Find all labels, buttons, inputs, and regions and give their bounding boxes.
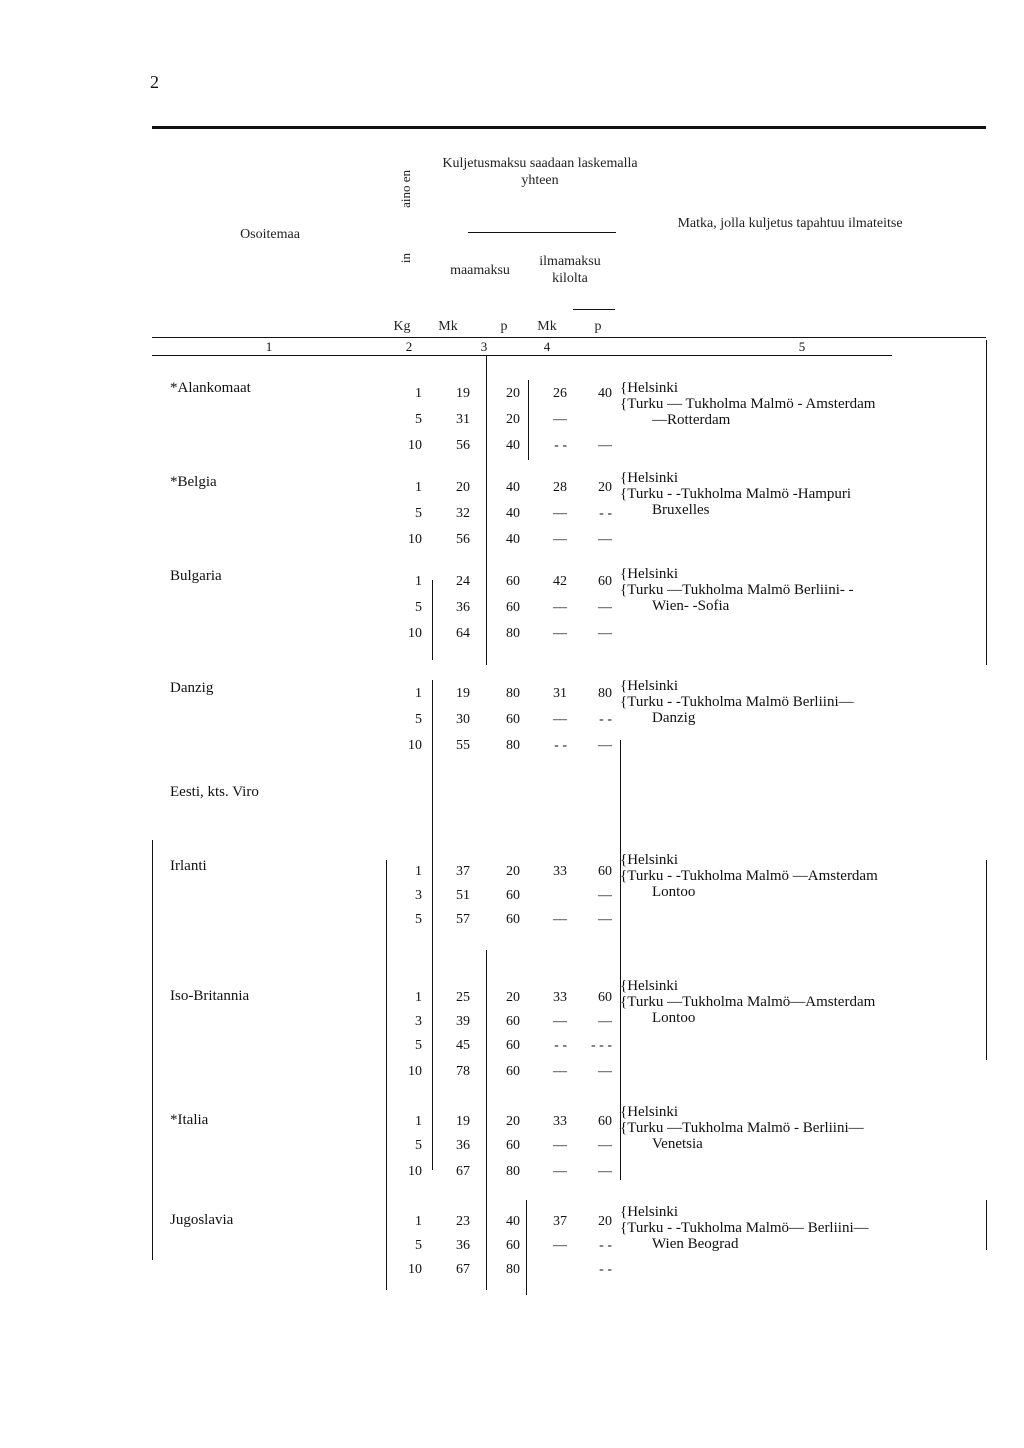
cell-air-p: —: [598, 600, 612, 615]
cell-air-mk: —: [553, 626, 567, 641]
rate-row: [0, 888, 620, 912]
cell-land-mk: 39: [456, 1014, 470, 1029]
cell-land-p: 80: [506, 738, 520, 753]
header-air-fee-label: ilmamaksu: [539, 254, 601, 269]
route-line: {Turku - -Tukholma Malmö -Hampuri: [620, 486, 852, 502]
country-name: Iso-Britannia: [170, 988, 250, 1004]
cell-land-mk: 57: [456, 912, 470, 927]
cell-air-p: 20: [598, 480, 612, 495]
route: [620, 678, 854, 726]
cell-land-p: 80: [506, 1164, 520, 1179]
cell-air-p: - -: [599, 1262, 612, 1277]
cell-land-mk: 78: [456, 1064, 470, 1079]
cell-air-mk: —: [553, 412, 567, 427]
cell-kg: 10: [408, 1064, 422, 1079]
cell-kg: 1: [415, 480, 422, 495]
cell-land-p: 20: [506, 386, 520, 401]
route-line: {Helsinki: [620, 678, 679, 694]
cell-air-p: - -: [599, 712, 612, 727]
cell-air-p: 60: [598, 574, 612, 589]
cell-land-p: 60: [506, 888, 520, 903]
cell-land-p: 60: [506, 1138, 520, 1153]
cell-land-p: 40: [506, 480, 520, 495]
cell-kg: 10: [408, 1262, 422, 1277]
header-calculation: Kuljetusmaksu saadaan laskemalla yhteen: [442, 156, 638, 188]
cell-kg: 5: [415, 600, 422, 615]
cell-land-mk: 19: [456, 686, 470, 701]
header-air-fee: [520, 253, 620, 287]
route-line: {Helsinki: [620, 380, 679, 396]
unit-p-land: p: [500, 319, 508, 334]
cell-air-p: —: [598, 532, 612, 547]
page-number: 2: [150, 72, 159, 92]
route-line: Venetsia: [652, 1136, 703, 1152]
header-destination: Osoitemaa: [240, 227, 300, 242]
rate-row: [0, 1262, 620, 1286]
cell-air-mk: 33: [553, 1114, 567, 1129]
column-number-2: 2: [405, 339, 413, 354]
cell-land-p: 80: [506, 1262, 520, 1277]
cell-air-mk: 26: [553, 386, 567, 401]
country-name: Danzig: [170, 680, 214, 696]
rate-row: [0, 412, 620, 436]
cell-air-mk: —: [553, 532, 567, 547]
cell-kg: 1: [415, 386, 422, 401]
cell-land-mk: 67: [456, 1164, 470, 1179]
rate-row: [0, 1214, 620, 1238]
cell-land-p: 60: [506, 1064, 520, 1079]
route-line: Lontoo: [652, 884, 696, 900]
cell-kg: 1: [415, 686, 422, 701]
rate-row: [0, 1138, 620, 1162]
rate-row: [0, 600, 620, 624]
route-line: Bruxelles: [652, 502, 710, 518]
cell-land-p: 60: [506, 1038, 520, 1053]
cell-land-mk: 64: [456, 626, 470, 641]
header-air-fee-per: kilolta: [552, 271, 588, 286]
unit-rule: [152, 337, 986, 338]
unit-mk-air: Mk: [537, 319, 557, 334]
header-air-rule: [573, 309, 615, 310]
cell-land-mk: 67: [456, 1262, 470, 1277]
cell-land-p: 60: [506, 600, 520, 615]
cell-land-mk: 20: [456, 480, 470, 495]
cell-kg: 10: [408, 626, 422, 641]
cell-kg: 5: [415, 1138, 422, 1153]
country-name: *Italia: [170, 1112, 209, 1128]
route: [620, 852, 878, 900]
route-line: {Turku —Tukholma Malmö Berliini- -: [620, 582, 854, 598]
cell-air-mk: —: [553, 912, 567, 927]
cell-air-p: 40: [598, 386, 612, 401]
rate-row: [0, 626, 620, 650]
cell-air-p: - -: [599, 1238, 612, 1253]
rate-row: [0, 712, 620, 736]
rate-row: [0, 1064, 620, 1088]
cell-kg: 5: [415, 412, 422, 427]
route-line: {Helsinki: [620, 470, 679, 486]
route: [620, 1104, 864, 1152]
rate-row: [0, 1164, 620, 1188]
cell-kg: 5: [415, 506, 422, 521]
route-line: {Turku —Tukholma Malmö - Berliini—: [620, 1120, 864, 1136]
cell-air-mk: - -: [554, 738, 567, 753]
route-line: {Turku - -Tukholma Malmö— Berliini—: [620, 1220, 869, 1236]
cell-land-mk: 37: [456, 864, 470, 879]
cell-kg: 10: [408, 738, 422, 753]
route: [620, 380, 875, 428]
cell-air-p: —: [598, 888, 612, 903]
cell-air-mk: —: [553, 1164, 567, 1179]
cell-air-mk: 28: [553, 480, 567, 495]
cell-land-p: 20: [506, 864, 520, 879]
cell-air-p: 60: [598, 1114, 612, 1129]
rate-row: [0, 480, 620, 504]
cell-land-mk: 36: [456, 1138, 470, 1153]
cell-air-p: —: [598, 1064, 612, 1079]
cell-land-mk: 56: [456, 532, 470, 547]
cell-land-p: 80: [506, 626, 520, 641]
unit-mk-land: Mk: [438, 319, 458, 334]
route: [620, 1204, 869, 1252]
cell-land-p: 60: [506, 912, 520, 927]
cell-air-mk: 33: [553, 990, 567, 1005]
cell-land-p: 20: [506, 412, 520, 427]
route-line: {Turku —Tukholma Malmö—Amsterdam: [620, 994, 876, 1010]
cell-air-mk: - -: [554, 438, 567, 453]
rate-row: [0, 574, 620, 598]
cell-air-p: —: [598, 1014, 612, 1029]
cell-air-mk: 33: [553, 864, 567, 879]
cell-land-mk: 19: [456, 386, 470, 401]
cell-kg: 1: [415, 864, 422, 879]
top-rule: [152, 126, 986, 129]
cell-land-mk: 55: [456, 738, 470, 753]
cell-kg: 1: [415, 574, 422, 589]
cell-land-p: 60: [506, 574, 520, 589]
rate-row: [0, 1114, 620, 1138]
cell-kg: 10: [408, 1164, 422, 1179]
route-line: Danzig: [652, 710, 696, 726]
column-number-5: 5: [798, 339, 806, 354]
cell-land-mk: 24: [456, 574, 470, 589]
rate-row: [0, 506, 620, 530]
cell-land-p: 60: [506, 712, 520, 727]
rate-row: [0, 1238, 620, 1262]
country-name: Jugoslavia: [170, 1212, 234, 1228]
route-line: Wien Beograd: [652, 1236, 739, 1252]
cell-air-p: —: [598, 1164, 612, 1179]
route-line: {Turku - -Tukholma Malmö Berliini—: [620, 694, 854, 710]
cell-land-mk: 45: [456, 1038, 470, 1053]
cell-air-mk: —: [553, 1064, 567, 1079]
rate-row: [0, 990, 620, 1014]
country-name: Irlanti: [170, 858, 207, 874]
cell-air-p: - -: [599, 506, 612, 521]
cell-kg: 5: [415, 1038, 422, 1053]
cell-air-mk: —: [553, 1238, 567, 1253]
route-line: {Helsinki: [620, 978, 679, 994]
country-name: *Belgia: [170, 474, 217, 490]
cell-land-mk: 30: [456, 712, 470, 727]
column-number-3: 3: [480, 339, 488, 354]
cell-land-p: 60: [506, 1014, 520, 1029]
route: [620, 566, 854, 614]
cell-air-mk: - -: [554, 1038, 567, 1053]
cell-land-mk: 32: [456, 506, 470, 521]
cell-kg: 3: [415, 1014, 422, 1029]
route-line: {Helsinki: [620, 1204, 679, 1220]
cell-air-mk: —: [553, 506, 567, 521]
column-number-4: 4: [543, 339, 551, 354]
unit-p-air: p: [594, 319, 602, 334]
cell-kg: 1: [415, 1214, 422, 1229]
rate-row: [0, 864, 620, 888]
cell-land-p: 40: [506, 506, 520, 521]
cell-air-p: —: [598, 912, 612, 927]
cell-land-mk: 25: [456, 990, 470, 1005]
rate-row: [0, 912, 620, 936]
rate-row: [0, 386, 620, 410]
cell-air-mk: —: [553, 1138, 567, 1153]
route-line: Wien- -Sofia: [652, 598, 730, 614]
cell-land-p: 40: [506, 532, 520, 547]
route-line: {Helsinki: [620, 852, 679, 868]
cell-air-mk: —: [553, 1014, 567, 1029]
cell-land-mk: 36: [456, 600, 470, 615]
route-line: {Helsinki: [620, 1104, 679, 1120]
cell-land-p: 40: [506, 438, 520, 453]
cell-kg: 3: [415, 888, 422, 903]
cell-land-mk: 23: [456, 1214, 470, 1229]
cell-land-p: 80: [506, 686, 520, 701]
route-line: {Turku - -Tukholma Malmö —Amsterdam: [620, 868, 878, 884]
cell-kg: 5: [415, 1238, 422, 1253]
cell-air-mk: 31: [553, 686, 567, 701]
cell-air-p: —: [598, 1138, 612, 1153]
route-line: {Turku — Tukholma Malmö - Amsterdam: [620, 396, 876, 412]
cell-kg: 10: [408, 532, 422, 547]
cell-land-p: 60: [506, 1238, 520, 1253]
cell-air-mk: —: [553, 712, 567, 727]
cell-kg: 5: [415, 712, 422, 727]
cell-air-p: —: [598, 438, 612, 453]
rate-row: [0, 1038, 620, 1062]
rate-row: [0, 1014, 620, 1038]
cell-land-mk: 56: [456, 438, 470, 453]
header-land-fee: maamaksu: [450, 263, 510, 278]
rate-row: [0, 438, 620, 462]
cell-air-p: —: [598, 738, 612, 753]
column-number-1: 1: [265, 339, 273, 354]
cell-land-mk: 31: [456, 412, 470, 427]
cell-air-p: 20: [598, 1214, 612, 1229]
cell-air-p: 80: [598, 686, 612, 701]
cell-air-p: 60: [598, 864, 612, 879]
country-name: *Alankomaat: [170, 380, 251, 396]
cell-kg: 1: [415, 1114, 422, 1129]
header-route: Matka, jolla kuljetus tapahtuu ilmateitse: [677, 216, 903, 231]
route-line: Lontoo: [652, 1010, 696, 1026]
cell-kg: 1: [415, 990, 422, 1005]
cell-air-p: 60: [598, 990, 612, 1005]
route: [620, 470, 851, 518]
cell-air-p: - - -: [591, 1038, 612, 1053]
cell-air-mk: 37: [553, 1214, 567, 1229]
route-line: —Rotterdam: [652, 412, 731, 428]
rate-row: [0, 738, 620, 762]
rate-row: [0, 686, 620, 710]
cell-kg: 10: [408, 438, 422, 453]
cell-air-mk: —: [553, 600, 567, 615]
route-line: {Helsinki: [620, 566, 679, 582]
cell-kg: 5: [415, 912, 422, 927]
header-vertical-label-1: aino en: [398, 170, 413, 208]
column-number-rule: [152, 355, 892, 356]
column-rule: [986, 340, 987, 665]
column-rule: [986, 1200, 987, 1250]
country-name: Bulgaria: [170, 568, 222, 584]
cell-air-p: —: [598, 626, 612, 641]
header-calc-rule: [468, 232, 616, 233]
column-rule: [986, 860, 987, 1060]
cell-air-mk: 42: [553, 574, 567, 589]
cell-land-mk: 36: [456, 1238, 470, 1253]
cell-land-p: 20: [506, 1114, 520, 1129]
cell-land-mk: 51: [456, 888, 470, 903]
cell-land-p: 40: [506, 1214, 520, 1229]
cell-land-mk: 19: [456, 1114, 470, 1129]
unit-kg: Kg: [393, 319, 411, 334]
country-name: Eesti, kts. Viro: [170, 784, 259, 800]
rate-row: [0, 532, 620, 556]
route: [620, 978, 875, 1026]
header-vertical-label-2: in: [398, 253, 413, 264]
cell-land-p: 20: [506, 990, 520, 1005]
